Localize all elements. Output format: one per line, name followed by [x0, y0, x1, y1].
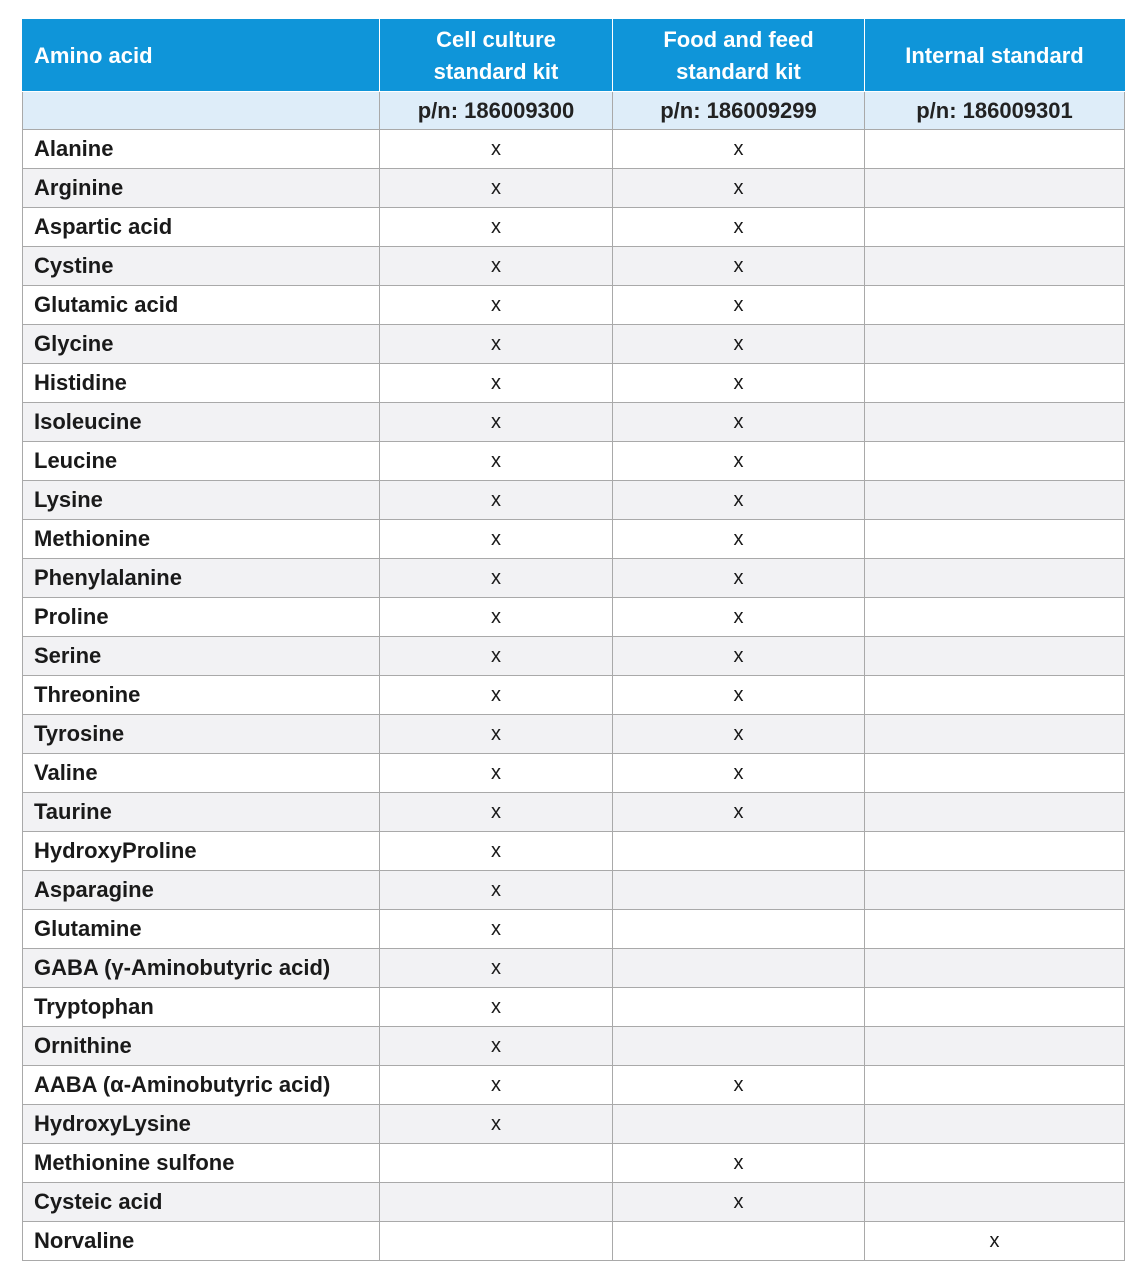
internal-standard-mark: [865, 169, 1125, 208]
cell-culture-mark: x: [380, 832, 613, 871]
header-amino-acid: Amino acid: [23, 20, 380, 92]
amino-acid-name: Ornithine: [23, 1027, 380, 1066]
amino-acid-name: Leucine: [23, 442, 380, 481]
amino-acid-name: AABA (α-Aminobutyric acid): [23, 1066, 380, 1105]
food-feed-mark: x: [613, 481, 865, 520]
internal-standard-mark: [865, 442, 1125, 481]
cell-culture-mark: x: [380, 676, 613, 715]
amino-acid-name: GABA (γ-Aminobutyric acid): [23, 949, 380, 988]
amino-acid-name: Taurine: [23, 793, 380, 832]
amino-acid-name: Histidine: [23, 364, 380, 403]
cell-culture-mark: x: [380, 988, 613, 1027]
amino-acid-name: Alanine: [23, 130, 380, 169]
internal-standard-mark: [865, 793, 1125, 832]
table-row: [23, 442, 1125, 481]
part-number-internal-standard: p/n: 186009301: [865, 92, 1125, 130]
food-feed-mark: x: [613, 754, 865, 793]
food-feed-mark: [613, 949, 865, 988]
internal-standard-mark: [865, 715, 1125, 754]
table-row: [23, 676, 1125, 715]
internal-standard-mark: [865, 910, 1125, 949]
cell-culture-mark: [380, 1222, 613, 1261]
amino-acid-name: Cystine: [23, 247, 380, 286]
internal-standard-mark: [865, 364, 1125, 403]
food-feed-mark: [613, 988, 865, 1027]
part-number-row: [23, 92, 1125, 130]
amino-acid-name: Cysteic acid: [23, 1183, 380, 1222]
internal-standard-mark: [865, 247, 1125, 286]
amino-acid-name: Methionine: [23, 520, 380, 559]
food-feed-mark: [613, 1222, 865, 1261]
food-feed-mark: x: [613, 169, 865, 208]
table-row: [23, 520, 1125, 559]
cell-culture-mark: x: [380, 130, 613, 169]
cell-culture-mark: x: [380, 910, 613, 949]
food-feed-mark: x: [613, 403, 865, 442]
header-food-feed-kit: Food and feed standard kit: [613, 20, 865, 92]
food-feed-mark: x: [613, 286, 865, 325]
food-feed-mark: x: [613, 130, 865, 169]
amino-acid-name: Norvaline: [23, 1222, 380, 1261]
food-feed-mark: x: [613, 676, 865, 715]
internal-standard-mark: [865, 520, 1125, 559]
amino-acid-name: Lysine: [23, 481, 380, 520]
table-row: [23, 247, 1125, 286]
food-feed-mark: x: [613, 793, 865, 832]
internal-standard-mark: [865, 130, 1125, 169]
table-row: [23, 1105, 1125, 1144]
table-row: [23, 1066, 1125, 1105]
amino-acid-name: HydroxyProline: [23, 832, 380, 871]
internal-standard-mark: [865, 871, 1125, 910]
amino-acid-name: Tyrosine: [23, 715, 380, 754]
internal-standard-mark: x: [865, 1222, 1125, 1261]
table-row: [23, 637, 1125, 676]
internal-standard-mark: [865, 403, 1125, 442]
table-row: [23, 481, 1125, 520]
amino-acid-name: Asparagine: [23, 871, 380, 910]
amino-acid-name: Valine: [23, 754, 380, 793]
internal-standard-mark: [865, 559, 1125, 598]
cell-culture-mark: x: [380, 169, 613, 208]
cell-culture-mark: x: [380, 1027, 613, 1066]
table-row: [23, 754, 1125, 793]
food-feed-mark: x: [613, 637, 865, 676]
cell-culture-mark: x: [380, 364, 613, 403]
food-feed-mark: [613, 910, 865, 949]
amino-acid-name: Proline: [23, 598, 380, 637]
header-internal-standard: Internal standard: [865, 20, 1125, 92]
amino-acid-name: Arginine: [23, 169, 380, 208]
table-row: [23, 208, 1125, 247]
food-feed-mark: x: [613, 715, 865, 754]
internal-standard-mark: [865, 208, 1125, 247]
internal-standard-mark: [865, 1066, 1125, 1105]
food-feed-mark: x: [613, 1066, 865, 1105]
food-feed-mark: x: [613, 247, 865, 286]
table-row: [23, 1027, 1125, 1066]
internal-standard-mark: [865, 754, 1125, 793]
cell-culture-mark: x: [380, 442, 613, 481]
amino-acid-name: Phenylalanine: [23, 559, 380, 598]
amino-acid-name: Threonine: [23, 676, 380, 715]
cell-culture-mark: x: [380, 208, 613, 247]
food-feed-mark: x: [613, 520, 865, 559]
table-row: [23, 598, 1125, 637]
part-number-blank: [23, 92, 380, 130]
cell-culture-mark: x: [380, 247, 613, 286]
table-row: [23, 871, 1125, 910]
cell-culture-mark: x: [380, 286, 613, 325]
table-row: [23, 1144, 1125, 1183]
cell-culture-mark: x: [380, 949, 613, 988]
cell-culture-mark: x: [380, 754, 613, 793]
cell-culture-mark: x: [380, 598, 613, 637]
cell-culture-mark: x: [380, 481, 613, 520]
amino-acid-name: Serine: [23, 637, 380, 676]
internal-standard-mark: [865, 1144, 1125, 1183]
amino-acid-name: Methionine sulfone: [23, 1144, 380, 1183]
table-header-row: [23, 20, 1125, 92]
table-row: [23, 286, 1125, 325]
table-row: [23, 910, 1125, 949]
amino-acid-name: HydroxyLysine: [23, 1105, 380, 1144]
cell-culture-mark: x: [380, 403, 613, 442]
food-feed-mark: [613, 871, 865, 910]
table-row: [23, 403, 1125, 442]
table-row: [23, 832, 1125, 871]
food-feed-mark: x: [613, 325, 865, 364]
table-row: [23, 364, 1125, 403]
part-number-cell-culture: p/n: 186009300: [380, 92, 613, 130]
table-row: [23, 793, 1125, 832]
food-feed-mark: [613, 832, 865, 871]
amino-acid-name: Glutamine: [23, 910, 380, 949]
food-feed-mark: [613, 1105, 865, 1144]
cell-culture-mark: [380, 1183, 613, 1222]
header-cell-culture-kit: Cell culture standard kit: [380, 20, 613, 92]
internal-standard-mark: [865, 637, 1125, 676]
amino-acid-name: Tryptophan: [23, 988, 380, 1027]
food-feed-mark: x: [613, 364, 865, 403]
table-row: [23, 169, 1125, 208]
food-feed-mark: x: [613, 1183, 865, 1222]
food-feed-mark: x: [613, 559, 865, 598]
amino-acid-name: Isoleucine: [23, 403, 380, 442]
cell-culture-mark: x: [380, 325, 613, 364]
part-number-food-feed: p/n: 186009299: [613, 92, 865, 130]
cell-culture-mark: x: [380, 520, 613, 559]
table-row: [23, 949, 1125, 988]
food-feed-mark: x: [613, 208, 865, 247]
internal-standard-mark: [865, 286, 1125, 325]
cell-culture-mark: x: [380, 637, 613, 676]
food-feed-mark: x: [613, 598, 865, 637]
cell-culture-mark: [380, 1144, 613, 1183]
table-row: [23, 715, 1125, 754]
food-feed-mark: [613, 1027, 865, 1066]
internal-standard-mark: [865, 676, 1125, 715]
table-row: [23, 988, 1125, 1027]
cell-culture-mark: x: [380, 559, 613, 598]
cell-culture-mark: x: [380, 1066, 613, 1105]
cell-culture-mark: x: [380, 793, 613, 832]
internal-standard-mark: [865, 481, 1125, 520]
table-row: [23, 1222, 1125, 1261]
cell-culture-mark: x: [380, 715, 613, 754]
table-row: [23, 325, 1125, 364]
table-row: [23, 1183, 1125, 1222]
internal-standard-mark: [865, 1183, 1125, 1222]
table-row: [23, 559, 1125, 598]
internal-standard-mark: [865, 949, 1125, 988]
table-body: [23, 130, 1125, 1261]
table-row: [23, 130, 1125, 169]
food-feed-mark: x: [613, 442, 865, 481]
internal-standard-mark: [865, 325, 1125, 364]
amino-acid-kit-table: [22, 19, 1125, 1261]
internal-standard-mark: [865, 598, 1125, 637]
amino-acid-name: Aspartic acid: [23, 208, 380, 247]
internal-standard-mark: [865, 832, 1125, 871]
amino-acid-name: Glutamic acid: [23, 286, 380, 325]
internal-standard-mark: [865, 1027, 1125, 1066]
cell-culture-mark: x: [380, 871, 613, 910]
amino-acid-name: Glycine: [23, 325, 380, 364]
food-feed-mark: x: [613, 1144, 865, 1183]
internal-standard-mark: [865, 988, 1125, 1027]
internal-standard-mark: [865, 1105, 1125, 1144]
cell-culture-mark: x: [380, 1105, 613, 1144]
